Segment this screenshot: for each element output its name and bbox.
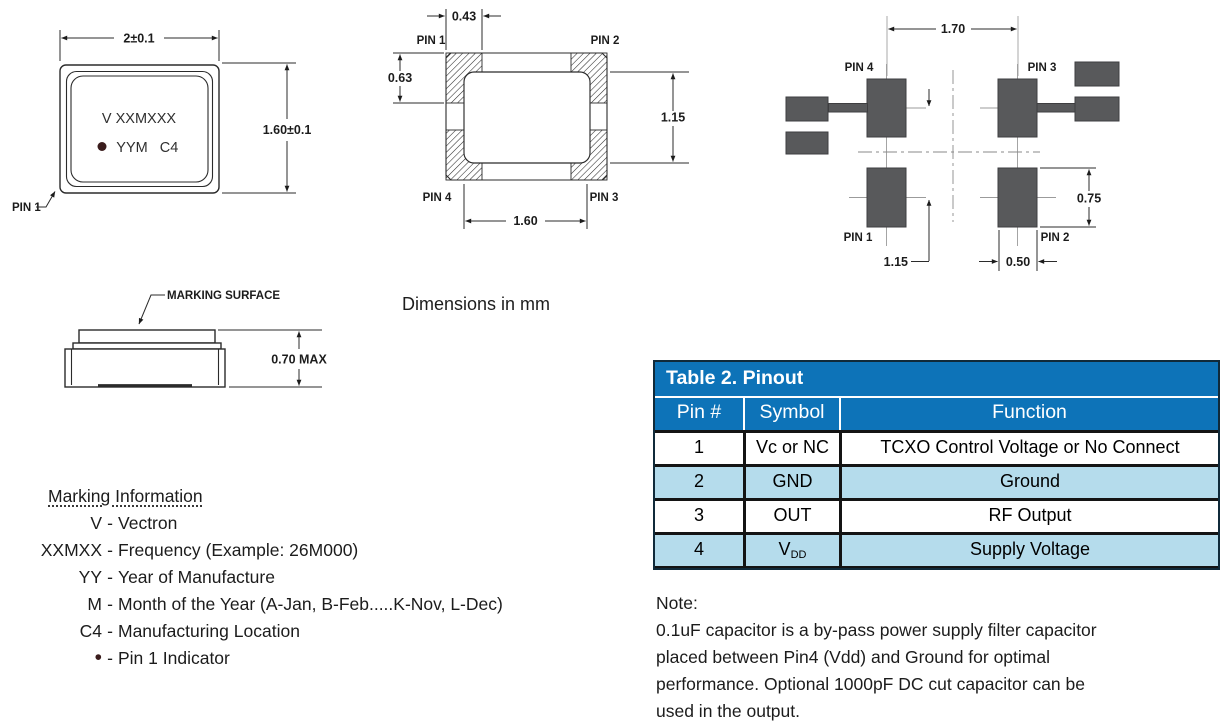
marking-key: YY: [78, 567, 102, 587]
bottom-view-dim-right: 1.15: [660, 110, 686, 125]
cell-symbol: Vc or NC: [743, 433, 839, 464]
note-title: Note:: [656, 593, 698, 613]
note-line: used in the output.: [656, 701, 800, 721]
table-row: [655, 430, 1218, 464]
package-outline: [60, 65, 219, 193]
marking-surface-label: MARKING SURFACE: [167, 290, 281, 302]
marking-value: Year of Manufacture: [118, 567, 275, 587]
land-pads: [786, 62, 1119, 227]
bottom-view-pin3-label: PIN 3: [589, 192, 619, 204]
width-dimension: [60, 30, 219, 61]
cap-pad-right: [1075, 97, 1119, 121]
height-dimension: [218, 330, 327, 387]
pinout-table: [653, 360, 1220, 570]
bypass-cap-pad-left: [786, 97, 828, 121]
table-row: [655, 498, 1218, 532]
land-pin2-label: PIN 2: [1040, 232, 1070, 244]
marking-value: Manufacturing Location: [118, 621, 300, 641]
pinout-table-header-row: [655, 398, 1218, 430]
pad-pin4: [867, 79, 906, 137]
pad-height-dimension: [388, 53, 444, 103]
marking-value: Pin 1 Indicator: [118, 648, 230, 668]
land-pin1-label: PIN 1: [843, 232, 873, 244]
cell-symbol: OUT: [743, 501, 839, 532]
marking-value: Frequency (Example: 26M000): [118, 540, 359, 560]
land-dim-pad-width: 0.50: [1005, 255, 1031, 269]
cell-symbol: GND: [743, 467, 839, 498]
land-pin3-label: PIN 3: [1027, 62, 1057, 74]
marking-line1: V XXMXXX: [101, 111, 177, 127]
marking-key: V: [90, 513, 102, 533]
cell-symbol: VDD: [743, 535, 839, 566]
pin1-label: PIN 1: [12, 202, 41, 214]
side-view-height-dim: 0.70 MAX: [271, 352, 327, 367]
column-header-function: Function: [839, 398, 1218, 430]
pinout-table-title: Table 2. Pinout: [655, 362, 1218, 398]
marking-line2-left: YYM: [116, 140, 148, 156]
marking-entry: YY - Year of Manufacture: [30, 564, 503, 591]
cell-pin-number: 3: [693, 505, 704, 525]
marking-surface-callout: [139, 290, 280, 324]
cavity-face: [464, 72, 590, 163]
top-view-width-dim: 2±0.1: [123, 31, 155, 46]
cell-pin-number: 4: [693, 539, 704, 559]
marking-line2-right: C4: [159, 140, 179, 156]
marking-value: Vectron: [118, 513, 178, 533]
units-note: Dimensions in mm: [402, 294, 551, 314]
side-profile: [65, 330, 225, 387]
pinout-table-body: [655, 430, 1218, 568]
marking-entry-pin1-indicator: • - Pin 1 Indicator: [30, 645, 503, 672]
package-top-view-drawing: [0, 0, 345, 230]
land-dim-right: 0.75: [1076, 191, 1102, 206]
land-pattern-drawing: [770, 0, 1227, 290]
note-block: [656, 590, 1097, 722]
marking-information: [30, 483, 503, 672]
bottom-view-pin1-label: PIN 1: [416, 35, 446, 47]
marking-entry: V - Vectron: [30, 510, 503, 537]
pad-pin3: [998, 79, 1037, 137]
column-header-symbol: Symbol: [743, 398, 839, 430]
marking-key: M: [87, 594, 102, 614]
pin1-callout: [12, 192, 55, 215]
height-dimension: [222, 63, 311, 193]
bottom-view-pin4-label: PIN 4: [422, 192, 452, 204]
top-view-height-dim: 1.60±0.1: [262, 123, 312, 137]
land-dim-top: 1.70: [940, 22, 966, 36]
bottom-view-dim-left: 0.63: [387, 71, 413, 85]
cap-pad-right-upper: [1075, 62, 1119, 86]
cell-pin-number: 1: [693, 437, 704, 457]
bottom-view-dim-top: 0.43: [451, 9, 477, 24]
pad-pin1: [867, 168, 906, 227]
table-row: [655, 532, 1218, 566]
marking-entry: XXMXX - Frequency (Example: 26M000): [30, 537, 503, 564]
marking-key: C4: [79, 621, 102, 641]
note-line: placed between Pin4 (Vdd) and Ground for optimal: [656, 647, 1050, 667]
marking-entry: M - Month of the Year (A-Jan, B-Feb.....K-Nov, L-Dec): [30, 591, 503, 618]
table-row: [655, 464, 1218, 498]
note-line: performance. Optional 1000pF DC cut capacitor can be: [656, 674, 1085, 694]
marking-value: Month of the Year (A-Jan, B-Feb.....K-Nov, L-Dec): [118, 594, 503, 614]
marking-information-title: Marking Information: [48, 486, 203, 506]
cell-function: Ground: [839, 467, 1218, 498]
cell-function: Supply Voltage: [839, 535, 1218, 566]
marking-key: XXMXX: [40, 540, 102, 560]
marking-entry: C4 - Manufacturing Location: [30, 618, 503, 645]
inner-width-dimension: [464, 184, 587, 229]
pad-pin2: [998, 168, 1037, 227]
cell-pin-number: 2: [693, 471, 704, 491]
package-side-view-drawing: [40, 280, 400, 410]
pin1-indicator-bullet: •: [94, 646, 102, 669]
land-dim-row-spacing: 1.15: [883, 255, 908, 269]
cell-function: RF Output: [839, 501, 1218, 532]
bottom-view-dim-bottom: 1.60: [513, 214, 538, 228]
pin1-indicator-dot: [98, 142, 107, 151]
inner-height-dimension: [610, 72, 689, 163]
pad-pitch-dimension: [887, 16, 1018, 76]
column-header-pin: Pin #: [676, 401, 722, 423]
bypass-cap-pad-left-lower: [786, 132, 828, 154]
land-pin4-label: PIN 4: [844, 62, 874, 74]
cell-function: TCXO Control Voltage or No Connect: [839, 433, 1218, 464]
package-bottom-view-drawing: [380, 0, 710, 280]
note-line: 0.1uF capacitor is a by-pass power supply filter capacitor: [656, 620, 1097, 640]
bottom-view-pin2-label: PIN 2: [590, 35, 620, 47]
trace-right: [1037, 104, 1076, 113]
trace-left: [829, 104, 868, 113]
